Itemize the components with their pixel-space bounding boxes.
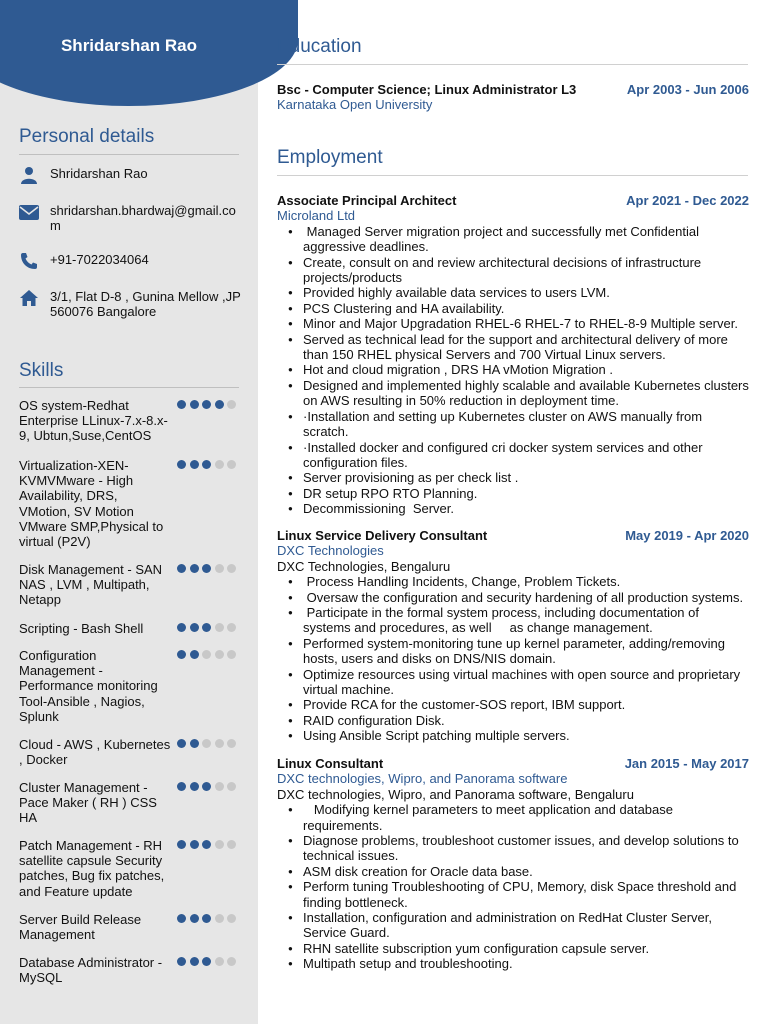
bullet-text: ASM disk creation for Oracle data base. [303, 863, 533, 879]
list-item [285, 802, 749, 833]
candidate-name: Shridarshan Rao [60, 36, 198, 55]
skill-level-dot [215, 650, 224, 659]
detail-address-text: 3/1, Flat D-8 , Gunina Mellow ,JP 560076 Bangalore [50, 289, 241, 319]
skill-level-dot [215, 400, 224, 409]
detail-address [19, 289, 244, 319]
list-item [285, 409, 749, 440]
skill-level-rating [177, 739, 240, 748]
skill-level-dot [177, 623, 186, 632]
skill-item [19, 780, 244, 826]
skill-level-rating [177, 400, 240, 409]
skill-level-dot [190, 782, 199, 791]
job-responsibilities [285, 802, 749, 971]
skill-level-dot [177, 564, 186, 573]
skill-level-dot [202, 914, 211, 923]
personal-details-heading: Personal details [19, 126, 155, 147]
skill-level-dot [227, 782, 236, 791]
skill-level-dot [215, 460, 224, 469]
skill-item [19, 648, 244, 724]
bullet-text: Diagnose problems, troubleshoot customer issues, and develop solutions to technical issues. [303, 833, 743, 864]
bullet-text: Decommissioning Server. [303, 501, 454, 517]
list-item [285, 285, 749, 300]
skill-level-rating [177, 914, 240, 923]
list-item [285, 377, 753, 409]
skill-level-dot [177, 739, 186, 748]
skill-level-dot [190, 914, 199, 923]
list-item [285, 833, 749, 864]
job-responsibilities [285, 574, 749, 743]
skill-level-dot [227, 400, 236, 409]
divider [277, 64, 748, 65]
skill-level-dot [215, 782, 224, 791]
skill-level-dot [177, 782, 186, 791]
skill-name: Disk Management - SAN NAS , LVM , Multipath, Netapp [19, 562, 163, 608]
bullet-text: Create, consult on and review architectural decisions of infrastructure projects/products [303, 254, 705, 286]
bullet-text: Optimize resources using virtual machines with open source and proprietary virtual machine. [303, 666, 744, 698]
skill-level-dot [190, 739, 199, 748]
skill-level-dot [177, 840, 186, 849]
skill-level-rating [177, 564, 240, 573]
list-item [285, 956, 749, 971]
list-item [285, 255, 749, 286]
skill-level-dot [227, 914, 236, 923]
skill-level-dot [177, 957, 186, 966]
detail-name-text: Shridarshan Rao [50, 166, 148, 181]
list-item [285, 332, 749, 363]
list-item [285, 636, 749, 667]
divider [277, 175, 748, 176]
skill-level-dot [202, 650, 211, 659]
skill-level-dot [215, 840, 224, 849]
skill-level-rating [177, 460, 240, 469]
bullet-text: Managed Server migration project and successfully met Confidential aggressive deadlines. [303, 223, 703, 255]
skill-level-rating [177, 840, 240, 849]
detail-email [19, 203, 244, 233]
skill-level-rating [177, 650, 240, 659]
skill-level-dot [202, 782, 211, 791]
list-item [285, 301, 749, 316]
list-item [285, 590, 749, 605]
education-date: Apr 2003 - Jun 2006 [626, 82, 749, 97]
skill-level-dot [177, 460, 186, 469]
list-item [285, 470, 749, 485]
skill-level-dot [190, 460, 199, 469]
skill-level-dot [227, 460, 236, 469]
skill-item [19, 398, 244, 444]
bullet-text: Performed system-monitoring tune up kernel parameter, adding/removing hosts, users and disks on DNS/NIS domain. [303, 635, 729, 667]
skill-item [19, 838, 244, 899]
bullet-text: Process Handling Incidents, Change, Problem Tickets. [303, 574, 621, 590]
bullet-text: Using Ansible Script patching multiple servers. [303, 728, 570, 744]
list-item [285, 362, 749, 377]
job-entry [277, 528, 749, 744]
skill-level-dot [227, 739, 236, 748]
skill-level-dot [190, 400, 199, 409]
skill-level-dot [190, 564, 199, 573]
job-date: May 2019 - Apr 2020 [625, 528, 749, 543]
divider [19, 387, 239, 388]
skill-level-dot [202, 739, 211, 748]
bullet-text: DR setup RPO RTO Planning. [303, 485, 478, 501]
list-item [285, 713, 749, 728]
job-date: Apr 2021 - Dec 2022 [626, 193, 749, 208]
list-item [285, 605, 749, 636]
education-org: Karnataka Open University [277, 97, 433, 113]
skill-level-dot [215, 623, 224, 632]
bullet-text: Served as technical lead for the support and architectural delivery of more than 150 RHEL physical Servers and 700 Virtual Linux servers. [303, 331, 732, 363]
skill-level-dot [190, 840, 199, 849]
bullet-text: Designed and implemented highly scalable and available Kubernetes clusters on AWS resulting in 50% reduction in deployment time. [303, 377, 753, 409]
list-item [285, 574, 749, 589]
skill-level-dot [202, 460, 211, 469]
list-item [285, 941, 749, 956]
employment-heading: Employment [277, 147, 383, 168]
list-item [285, 910, 749, 941]
detail-phone-text[interactable]: +91-7022034064 [50, 252, 149, 267]
skill-item [19, 621, 244, 636]
skill-level-rating [177, 782, 240, 791]
skill-level-dot [190, 957, 199, 966]
skill-name: Cluster Management - Pace Maker ( RH ) CSS HA [19, 780, 157, 826]
user-icon [19, 166, 39, 184]
skill-item [19, 955, 244, 985]
skill-level-dot [177, 650, 186, 659]
skill-item [19, 458, 244, 549]
bullet-text: Modifying kernel parameters to meet application and database requirements. [303, 802, 677, 833]
job-title: Linux Service Delivery Consultant [277, 528, 488, 543]
job-location: DXC Technologies, Bengaluru [277, 558, 451, 574]
detail-email-text[interactable]: shridarshan.bhardwaj@gmail.com [50, 203, 236, 233]
phone-icon [19, 252, 39, 270]
job-title: Linux Consultant [277, 756, 384, 771]
job-title: Associate Principal Architect [277, 193, 457, 208]
list-item [285, 316, 749, 331]
skill-item [19, 912, 244, 942]
list-item [285, 697, 749, 712]
skill-level-dot [227, 564, 236, 573]
sidebar [0, 0, 258, 1024]
bullet-text: Server provisioning as per check list . [303, 470, 519, 486]
bullet-text: RAID configuration Disk. [303, 712, 445, 728]
bullet-text: Minor and Major Upgradation RHEL-6 RHEL-7 to RHEL-8-9 Multiple server. [303, 316, 738, 332]
bullet-text: Oversaw the configuration and security hardening of all production systems. [303, 589, 744, 605]
skill-name: Cloud - AWS , Kubernetes , Docker [19, 737, 171, 768]
bullet-text: RHN satellite subscription yum configuration capsule server. [303, 940, 650, 956]
job-responsibilities [285, 223, 753, 517]
job-location: DXC technologies, Wipro, and Panorama software, Bengaluru [277, 786, 634, 802]
skill-level-dot [177, 400, 186, 409]
skill-level-dot [227, 957, 236, 966]
bullet-text: Provided highly available data services to users LVM. [303, 285, 610, 301]
skill-name: OS system-Redhat Enterprise LLinux-7.x-8.x-9, Ubtun,Suse,CentOS [19, 398, 168, 444]
list-item [285, 501, 749, 516]
skill-level-dot [202, 564, 211, 573]
list-item [285, 728, 749, 743]
bullet-text: Participate in the formal system process, including documentation of systems and procedures, as well as change management. [303, 605, 703, 636]
skill-name: Configuration Management - Performance monitoring Tool-Ansible , Nagios, Splunk [19, 648, 158, 724]
skill-level-dot [202, 400, 211, 409]
skill-level-rating [177, 957, 240, 966]
bullet-text: Provide RCA for the customer-SOS report, IBM support. [303, 697, 626, 713]
skill-name: Server Build Release Management [19, 912, 142, 943]
skill-level-dot [202, 957, 211, 966]
skill-name: Virtualization-XEN-KVMVMware - High Availability, DRS, VMotion, SV Motion VMware SMP,Physical to virtual (P2V) [19, 458, 164, 550]
skill-level-dot [190, 650, 199, 659]
divider [19, 154, 239, 155]
job-company: DXC Technologies [277, 543, 384, 559]
skill-level-dot [215, 957, 224, 966]
list-item [285, 486, 749, 501]
skill-name: Database Administrator - MySQL [19, 955, 163, 986]
job-entry [277, 193, 753, 517]
list-item [285, 667, 749, 698]
job-date: Jan 2015 - May 2017 [624, 756, 749, 771]
list-item [285, 864, 749, 879]
skill-level-dot [202, 623, 211, 632]
skill-name: Scripting - Bash Shell [19, 621, 144, 636]
bullet-text: Perform tuning Troubleshooting of CPU, Memory, disk Space threshold and finding bottleneck. [303, 879, 740, 910]
job-company: DXC technologies, Wipro, and Panorama software [277, 771, 568, 787]
skill-level-dot [227, 840, 236, 849]
skill-level-dot [227, 623, 236, 632]
education-title: Bsc - Computer Science; Linux Administrator L3 [277, 82, 577, 97]
education-heading: Education [277, 36, 362, 57]
list-item [285, 440, 749, 471]
bullet-text: Multipath setup and troubleshooting. [303, 956, 513, 972]
skill-level-rating [177, 623, 240, 632]
detail-phone [19, 252, 244, 270]
skill-name: Patch Management - RH satellite capsule Security patches, Bug fix patches, and Feature update [19, 838, 165, 899]
skill-level-dot [215, 914, 224, 923]
skills-heading: Skills [19, 360, 64, 381]
skill-level-dot [215, 739, 224, 748]
list-item [285, 879, 749, 910]
skill-level-dot [215, 564, 224, 573]
home-icon [19, 289, 39, 307]
skill-level-dot [190, 623, 199, 632]
education-entry [277, 82, 749, 113]
skill-item [19, 562, 244, 608]
bullet-text: ·Installation and setting up Kubernetes cluster on AWS manually from scratch. [303, 408, 706, 440]
bullet-text: Hot and cloud migration , DRS HA vMotion Migration . [303, 362, 613, 378]
job-entry [277, 756, 749, 972]
bullet-text: PCS Clustering and HA availability. [303, 300, 505, 316]
bullet-text: Installation, configuration and administration on RedHat Cluster Server, Service Guard. [303, 910, 716, 941]
skill-level-dot [227, 650, 236, 659]
detail-name [19, 166, 244, 184]
skill-item [19, 737, 244, 767]
skill-level-dot [177, 914, 186, 923]
mail-icon [19, 203, 39, 221]
job-company: Microland Ltd [277, 208, 356, 224]
skill-level-dot [202, 840, 211, 849]
list-item [285, 224, 749, 255]
bullet-text: ·Installed docker and configured cri docker system services and other configuration files. [303, 439, 707, 470]
